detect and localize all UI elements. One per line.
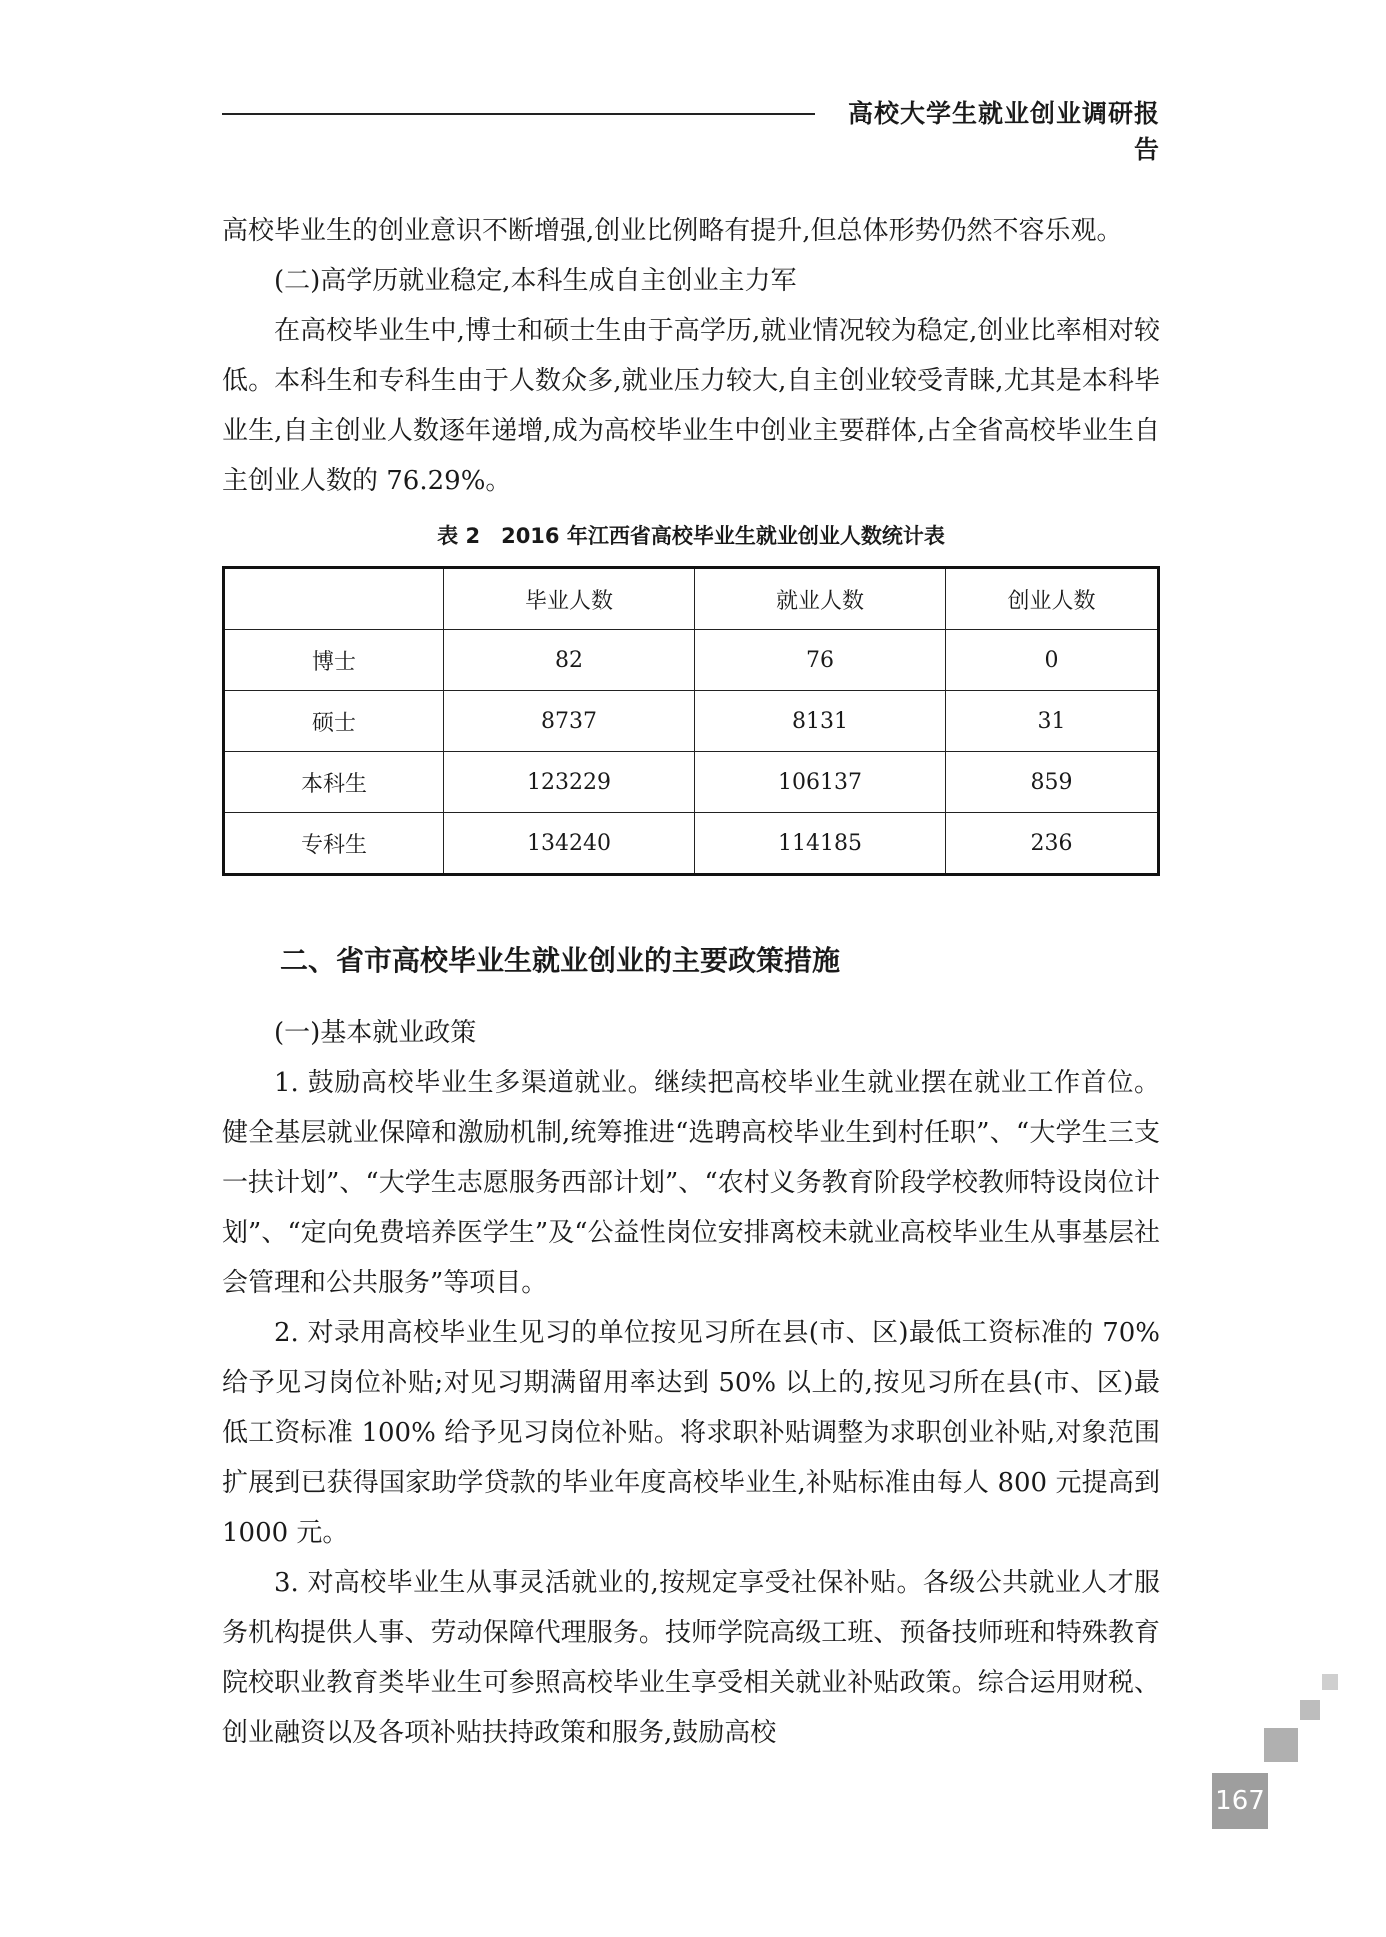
- table-cell: 8131: [695, 691, 946, 752]
- subheading: (一)基本就业政策: [274, 1018, 477, 1048]
- decorative-square: [1322, 1674, 1338, 1690]
- table-cell: 31: [946, 691, 1159, 752]
- table-caption: 表 2 2016 年江西省高校毕业生就业创业人数统计表: [437, 524, 945, 548]
- table-cell: 8737: [444, 691, 695, 752]
- table-header-cell: 创业人数: [946, 568, 1159, 630]
- table-header-cell: 毕业人数: [444, 568, 695, 630]
- table-row: [224, 691, 1159, 752]
- table-cell: 博士: [224, 630, 444, 691]
- table-cell: 82: [444, 630, 695, 691]
- table-cell: 76: [695, 630, 946, 691]
- table-cell: 859: [946, 752, 1159, 813]
- statistics-table: [222, 566, 1160, 876]
- paragraph: 2. 对录用高校毕业生见习的单位按见习所在县(市、区)最低工资标准的 70% 给予见习岗位补贴;对见习期满留用率达到 50% 以上的,按见习所在县(市、区)最低工资标准 100% 给予见习岗位补贴。将求职补贴调整为求职创业补贴,对象范围扩展到已获得国家助学贷款的毕业年度高校毕业生,补贴标准由每人 800 元提高到 1000 元。: [222, 1318, 1160, 1548]
- table-header-cell: [224, 568, 444, 630]
- table-cell: 硕士: [224, 691, 444, 752]
- table-row: [224, 752, 1159, 813]
- running-header: 高校大学生就业创业调研报告: [847, 99, 1160, 164]
- table-cell: 106137: [695, 752, 946, 813]
- table-cell: 123229: [444, 752, 695, 813]
- table-cell: 专科生: [224, 813, 444, 875]
- paragraph: 3. 对高校毕业生从事灵活就业的,按规定享受社保补贴。各级公共就业人才服务机构提供人事、劳动保障代理服务。技师学院高级工班、预备技师班和特殊教育院校职业教育类毕业生可参照高校毕业生享受相关就业补贴政策。综合运用财税、创业融资以及各项补贴扶持政策和服务,鼓励高校: [222, 1568, 1160, 1748]
- table-row: [224, 630, 1159, 691]
- table-header-cell: 就业人数: [695, 568, 946, 630]
- table-cell: 本科生: [224, 752, 444, 813]
- table-header-row: [224, 568, 1159, 630]
- table-cell: 134240: [444, 813, 695, 875]
- table-cell: 0: [946, 630, 1159, 691]
- header-rule: [222, 113, 815, 115]
- table-cell: 114185: [695, 813, 946, 875]
- page-number: 167: [1212, 1773, 1268, 1829]
- section-title: 二、省市高校毕业生就业创业的主要政策措施: [280, 944, 841, 977]
- decorative-square: [1300, 1700, 1320, 1720]
- paragraph: 在高校毕业生中,博士和硕士生由于高学历,就业情况较为稳定,创业比率相对较低。本科生和专科生由于人数众多,就业压力较大,自主创业较受青睐,尤其是本科毕业生,自主创业人数逐年递增,成为高校毕业生中创业主要群体,占全省高校毕业生自主创业人数的 76.29%。: [222, 316, 1160, 496]
- paragraph: 1. 鼓励高校毕业生多渠道就业。继续把高校毕业生就业摆在就业工作首位。健全基层就业保障和激励机制,统筹推进“选聘高校毕业生到村任职”、“大学生三支一扶计划”、“大学生志愿服务西部计划”、“农村义务教育阶段学校教师特设岗位计划”、“定向免费培养医学生”及“公益性岗位安排离校未就业高校毕业生从事基层社会管理和公共服务”等项目。: [222, 1068, 1160, 1298]
- table-cell: 236: [946, 813, 1159, 875]
- table-row: [224, 813, 1159, 875]
- decorative-square: [1264, 1728, 1298, 1762]
- subheading: (二)高学历就业稳定,本科生成自主创业主力军: [274, 266, 797, 296]
- paragraph: 高校毕业生的创业意识不断增强,创业比例略有提升,但总体形势仍然不容乐观。: [222, 216, 1123, 246]
- page-body: [222, 206, 1160, 1758]
